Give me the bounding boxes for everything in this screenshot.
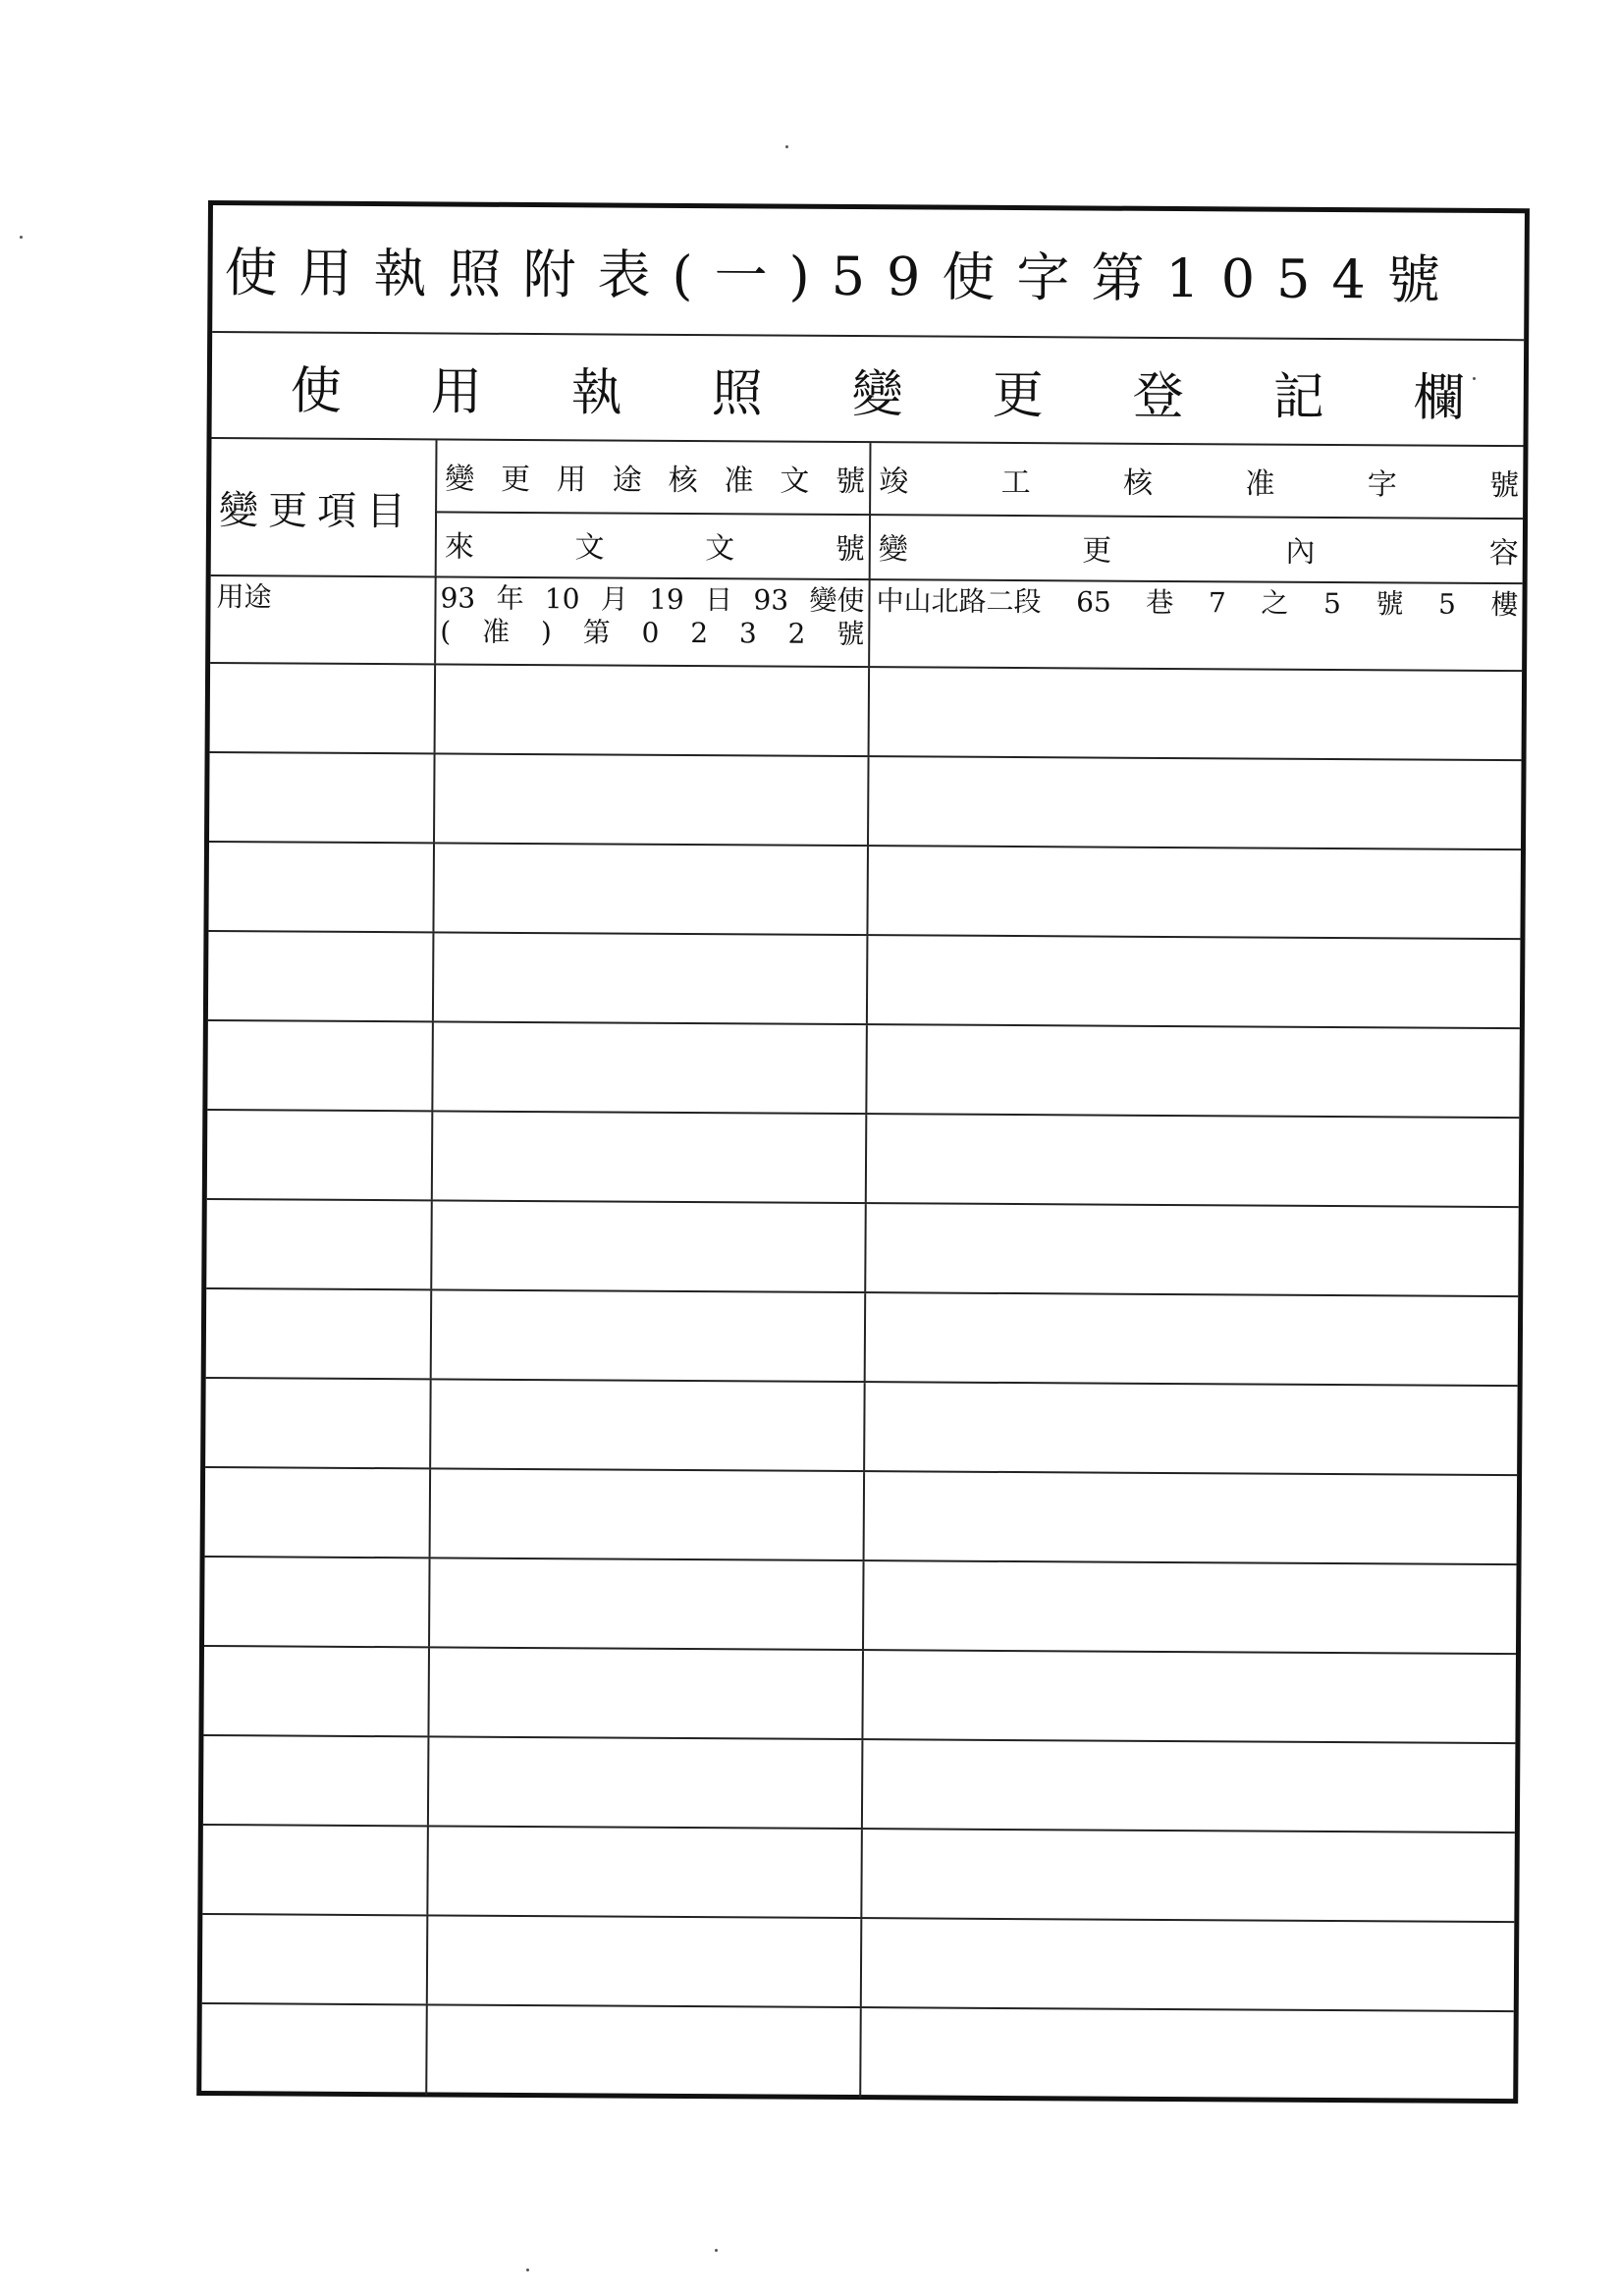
cell-change-content xyxy=(862,1561,1517,1653)
doc-token: 准 xyxy=(482,615,511,648)
doc-token: 19 xyxy=(649,582,684,616)
header-char: 竣 xyxy=(879,465,909,500)
header-change-item-label: 變更項目 xyxy=(218,487,416,534)
cell-change-content xyxy=(860,1830,1515,1921)
content-token: 號 xyxy=(1375,587,1404,621)
title-token: 1054 xyxy=(1165,246,1388,310)
content-token: 中山北路二段 xyxy=(876,584,1042,619)
form-title-row xyxy=(212,205,1525,341)
header-char: 內 xyxy=(1285,534,1316,570)
heading-char: 更 xyxy=(992,365,1044,425)
table-row xyxy=(207,1021,1520,1119)
header-char: 號 xyxy=(835,531,865,568)
header-char: 文 xyxy=(705,531,735,567)
cell-approval-doc xyxy=(426,1916,861,2006)
cell-change-content xyxy=(861,1740,1516,1831)
header-char: 核 xyxy=(668,463,698,499)
cell-approval-doc xyxy=(434,575,869,666)
heading-char: 照 xyxy=(711,363,763,423)
table-row xyxy=(204,1558,1517,1655)
doc-token: 3 xyxy=(738,617,757,650)
header-char: 准 xyxy=(724,464,754,499)
form-title xyxy=(224,231,1462,314)
title-token: 第 xyxy=(1091,246,1166,309)
table-row xyxy=(203,1736,1516,1833)
table-row xyxy=(209,753,1522,850)
cell-change-item xyxy=(201,2004,426,2095)
cell-approval-doc xyxy=(431,1022,866,1113)
title-token: 執 xyxy=(373,242,449,304)
cell-change-item xyxy=(206,1289,431,1378)
approval-doc-line xyxy=(440,581,864,618)
doc-token: 日 xyxy=(705,583,733,617)
cell-approval-doc xyxy=(430,1290,865,1381)
doc-token: ) xyxy=(540,616,552,649)
cell-change-content xyxy=(860,1919,1515,2010)
cell-change-content xyxy=(867,757,1522,848)
table-row xyxy=(202,1915,1515,2012)
cell-change-item xyxy=(206,1200,431,1288)
title-token: 使 xyxy=(224,241,299,304)
cell-approval-doc xyxy=(426,1827,861,1917)
table-header xyxy=(211,439,1524,584)
doc-token: 2 xyxy=(690,617,709,650)
scan-speck xyxy=(20,236,23,239)
content-token: 5 xyxy=(1322,586,1341,621)
cell-change-content xyxy=(864,1293,1519,1385)
heading-char: 變 xyxy=(851,364,903,424)
table-row xyxy=(205,1468,1518,1565)
header-change-item xyxy=(211,439,436,575)
cell-change-content xyxy=(863,1383,1518,1474)
doc-token: 第 xyxy=(582,616,611,649)
cell-change-content xyxy=(863,1472,1518,1563)
content-token: 樓 xyxy=(1490,587,1519,622)
heading-char: 執 xyxy=(570,362,622,423)
doc-token: 年 xyxy=(496,581,524,615)
content-token: 7 xyxy=(1208,586,1226,620)
cell-change-item xyxy=(202,1915,427,2003)
content-token: 65 xyxy=(1076,585,1111,619)
cell-approval-doc xyxy=(432,844,867,934)
header-char: 字 xyxy=(1367,467,1397,503)
header-char: 來 xyxy=(444,529,474,565)
cell-approval-doc xyxy=(427,1648,862,1738)
table-row xyxy=(208,843,1521,940)
cell-approval-doc xyxy=(431,1112,866,1202)
scan-speck xyxy=(715,2249,718,2252)
content-token: 之 xyxy=(1261,586,1289,620)
doc-token: 93 xyxy=(440,581,476,615)
header-completion-doc xyxy=(869,443,1523,518)
table-row xyxy=(205,1379,1518,1476)
approval-doc-line xyxy=(440,615,864,651)
title-token: (一) xyxy=(672,244,832,307)
header-char: 文 xyxy=(574,530,605,566)
cell-change-item xyxy=(210,574,435,663)
cell-change-item xyxy=(203,1647,428,1735)
cell-change-content xyxy=(868,668,1523,759)
cell-approval-doc xyxy=(425,2005,860,2098)
table-row xyxy=(210,664,1523,761)
doc-token: 10 xyxy=(544,582,580,616)
cell-change-item xyxy=(210,664,435,752)
title-token: 號 xyxy=(1386,247,1463,311)
table-row xyxy=(202,1826,1515,1923)
cell-approval-doc xyxy=(428,1558,863,1649)
scan-speck xyxy=(1473,377,1476,380)
title-token: 表 xyxy=(597,243,673,306)
cell-change-content xyxy=(865,1115,1520,1206)
cell-approval-doc xyxy=(427,1737,862,1828)
doc-token: 0 xyxy=(641,616,660,649)
title-token: 59 xyxy=(831,245,943,308)
header-char: 工 xyxy=(1000,465,1031,501)
header-char: 更 xyxy=(1082,533,1112,569)
table-row xyxy=(208,932,1521,1029)
header-char: 核 xyxy=(1122,465,1154,501)
header-char: 號 xyxy=(1489,467,1520,504)
table-row xyxy=(206,1289,1519,1387)
title-token: 附 xyxy=(522,243,598,305)
header-char: 途 xyxy=(612,463,642,498)
doc-token: 變使 xyxy=(809,583,865,618)
doc-token: 號 xyxy=(836,617,865,651)
scan-speck xyxy=(526,2269,529,2271)
heading-char: 登 xyxy=(1132,366,1184,426)
table-row xyxy=(206,1200,1519,1297)
cell-change-item xyxy=(203,1736,428,1825)
cell-change-content xyxy=(864,1204,1519,1295)
header-approval-doc xyxy=(435,440,869,514)
heading-char: 使 xyxy=(290,361,343,421)
title-token: 照 xyxy=(448,242,523,305)
header-char: 文 xyxy=(780,464,810,499)
license-appendix-form xyxy=(196,200,1530,2104)
doc-token: 93 xyxy=(753,583,789,617)
cell-change-item xyxy=(205,1468,430,1557)
title-token: 用 xyxy=(298,242,374,304)
cell-change-item xyxy=(204,1558,429,1646)
cell-change-item xyxy=(208,932,433,1020)
heading-char: 欄 xyxy=(1413,368,1465,428)
header-char: 號 xyxy=(836,464,866,500)
cell-change-item xyxy=(208,843,433,931)
table-row xyxy=(201,2004,1514,2102)
header-char: 准 xyxy=(1245,466,1275,502)
cell-change-item xyxy=(202,1826,427,1914)
cell-approval-doc xyxy=(433,754,868,845)
cell-change-item xyxy=(207,1111,432,1199)
cell-change-content xyxy=(868,578,1523,670)
header-char: 變 xyxy=(445,462,475,497)
table-row xyxy=(210,574,1523,672)
cell-change-content xyxy=(866,936,1521,1027)
title-token: 使 xyxy=(942,246,1017,308)
header-incoming-doc xyxy=(435,511,869,578)
cell-change-item xyxy=(209,753,434,842)
cell-change-item xyxy=(205,1379,430,1467)
header-char: 容 xyxy=(1488,535,1519,572)
cell-approval-doc xyxy=(429,1469,864,1559)
change-content-line xyxy=(876,584,1518,622)
header-char: 用 xyxy=(556,463,587,498)
doc-token: ( xyxy=(440,615,452,648)
cell-approval-doc xyxy=(429,1380,864,1470)
change-item-text: 用途 xyxy=(216,580,272,614)
cell-change-content xyxy=(866,847,1521,938)
doc-token: 月 xyxy=(600,582,628,616)
cell-change-item xyxy=(207,1021,432,1110)
cell-approval-doc xyxy=(432,933,867,1023)
content-token: 5 xyxy=(1437,587,1456,621)
cell-change-content xyxy=(859,2008,1514,2102)
table-row xyxy=(203,1647,1516,1744)
heading-char: 用 xyxy=(430,361,482,422)
content-token: 巷 xyxy=(1146,585,1174,620)
cell-approval-doc xyxy=(434,665,869,755)
cell-approval-doc xyxy=(430,1201,865,1291)
header-change-content xyxy=(869,514,1523,582)
header-char: 更 xyxy=(501,462,531,498)
scan-speck xyxy=(785,145,788,148)
doc-token: 2 xyxy=(787,617,806,650)
cell-change-content xyxy=(865,1025,1520,1117)
title-token: 字 xyxy=(1016,246,1092,308)
section-heading-row xyxy=(212,333,1525,447)
table-body xyxy=(201,574,1522,2099)
table-row xyxy=(207,1111,1520,1208)
heading-char: 記 xyxy=(1272,367,1324,427)
header-char: 變 xyxy=(878,532,908,568)
cell-change-content xyxy=(861,1651,1516,1742)
